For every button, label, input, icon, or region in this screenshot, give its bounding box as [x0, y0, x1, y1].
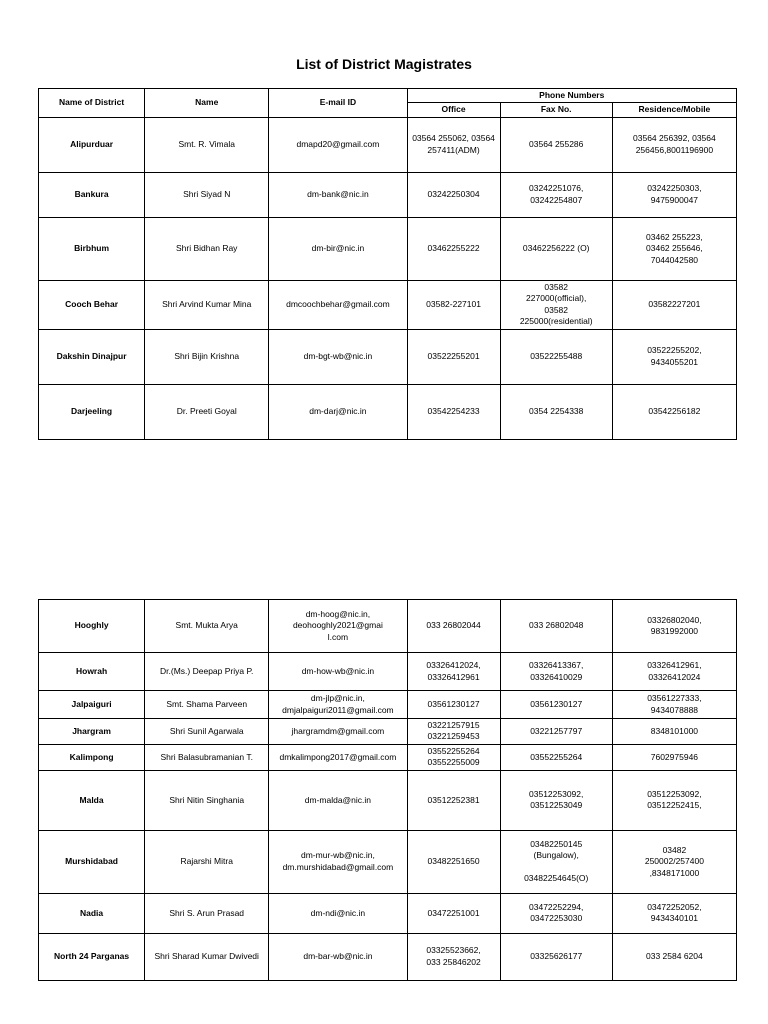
cell-district: Nadia [39, 893, 145, 933]
cell-fax: 03582 227000(official), 03582 225000(residential) [500, 280, 612, 329]
cell-email: dm-bank@nic.in [269, 172, 407, 217]
cell-residence: 03482 250002/257400 ,8348171000 [612, 830, 736, 893]
cell-office: 03482251650 [407, 830, 500, 893]
cell-name: Shri Balasubramanian T. [145, 744, 269, 770]
table-row [39, 770, 737, 830]
cell-office: 03221257915 03221259453 [407, 719, 500, 745]
cell-residence: 03561227333, 9434078888 [612, 691, 736, 719]
cell-office: 03564 255062, 03564 257411(ADM) [407, 117, 500, 172]
header-residence: Residence/Mobile [612, 103, 736, 117]
cell-district: Jhargram [39, 719, 145, 745]
table-row [39, 280, 737, 329]
cell-office: 03326412024, 03326412961 [407, 653, 500, 691]
cell-fax: 03482250145 (Bungalow), 03482254645(O) [500, 830, 612, 893]
cell-name: Shri Sunil Agarwala [145, 719, 269, 745]
cell-fax: 03325626177 [500, 933, 612, 980]
header-email: E-mail ID [269, 89, 407, 118]
cell-district: Jalpaiguri [39, 691, 145, 719]
cell-district: Dakshin Dinajpur [39, 329, 145, 384]
cell-office: 03582-227101 [407, 280, 500, 329]
cell-name: Shri Bidhan Ray [145, 217, 269, 280]
cell-fax: 03564 255286 [500, 117, 612, 172]
cell-name: Smt. Mukta Arya [145, 600, 269, 653]
cell-district: Kalimpong [39, 744, 145, 770]
cell-district: Howrah [39, 653, 145, 691]
cell-name: Smt. Shama Parveen [145, 691, 269, 719]
cell-office: 03472251001 [407, 893, 500, 933]
cell-residence: 03564 256392, 03564 256456,8001196900 [612, 117, 736, 172]
cell-residence: 7602975946 [612, 744, 736, 770]
cell-email: dm-hoog@nic.in, deohooghly2021@gmai l.com [269, 600, 407, 653]
cell-district: Bankura [39, 172, 145, 217]
cell-residence: 03242250303, 9475900047 [612, 172, 736, 217]
cell-name: Shri Nitin Singhania [145, 770, 269, 830]
table-row [39, 217, 737, 280]
table-row [39, 117, 737, 172]
cell-email: dmcoochbehar@gmail.com [269, 280, 407, 329]
cell-name: Shri Arvind Kumar Mina [145, 280, 269, 329]
cell-district: Alipurduar [39, 117, 145, 172]
cell-fax: 0354 2254338 [500, 384, 612, 439]
cell-email: dmapd20@gmail.com [269, 117, 407, 172]
cell-office: 033 26802044 [407, 600, 500, 653]
cell-district: Darjeeling [39, 384, 145, 439]
cell-office: 03561230127 [407, 691, 500, 719]
cell-residence: 033 2584 6204 [612, 933, 736, 980]
table-row [39, 719, 737, 745]
table-2-body [39, 600, 737, 981]
dm-table-1 [38, 88, 737, 440]
table-row [39, 600, 737, 653]
cell-fax: 03512253092, 03512253049 [500, 770, 612, 830]
cell-email: dm-jlp@nic.in, dmjalpaiguri2011@gmail.com [269, 691, 407, 719]
cell-office: 03542254233 [407, 384, 500, 439]
cell-email: dm-how-wb@nic.in [269, 653, 407, 691]
cell-district: Malda [39, 770, 145, 830]
cell-email: dm-malda@nic.in [269, 770, 407, 830]
header-phone-numbers: Phone Numbers [407, 89, 737, 103]
table-row [39, 172, 737, 217]
cell-email: jhargramdm@gmail.com [269, 719, 407, 745]
cell-office: 03462255222 [407, 217, 500, 280]
cell-email: dmkalimpong2017@gmail.com [269, 744, 407, 770]
cell-fax: 03472252294, 03472253030 [500, 893, 612, 933]
cell-residence: 03542256182 [612, 384, 736, 439]
cell-email: dm-mur-wb@nic.in, dm.murshidabad@gmail.com [269, 830, 407, 893]
cell-email: dm-bgt-wb@nic.in [269, 329, 407, 384]
cell-email: dm-ndi@nic.in [269, 893, 407, 933]
table-row [39, 384, 737, 439]
cell-residence: 8348101000 [612, 719, 736, 745]
cell-fax: 03552255264 [500, 744, 612, 770]
cell-office: 03522255201 [407, 329, 500, 384]
cell-name: Shri S. Arun Prasad [145, 893, 269, 933]
cell-fax: 03561230127 [500, 691, 612, 719]
table-row [39, 893, 737, 933]
cell-residence: 03522255202, 9434055201 [612, 329, 736, 384]
header-name: Name [145, 89, 269, 118]
cell-email: dm-bar-wb@nic.in [269, 933, 407, 980]
cell-office: 03242250304 [407, 172, 500, 217]
table-row [39, 933, 737, 980]
cell-district: North 24 Parganas [39, 933, 145, 980]
cell-email: dm-darj@nic.in [269, 384, 407, 439]
cell-office: 03512252381 [407, 770, 500, 830]
cell-fax: 03522255488 [500, 329, 612, 384]
header-district: Name of District [39, 89, 145, 118]
table-row [39, 691, 737, 719]
table-row [39, 830, 737, 893]
page-title: List of District Magistrates [296, 56, 472, 72]
cell-name: Shri Sharad Kumar Dwivedi [145, 933, 269, 980]
cell-residence: 03472252052, 9434340101 [612, 893, 736, 933]
cell-district: Cooch Behar [39, 280, 145, 329]
table-row [39, 329, 737, 384]
cell-fax: 03242251076, 03242254807 [500, 172, 612, 217]
table-row [39, 744, 737, 770]
cell-residence: 03512253092, 03512252415, [612, 770, 736, 830]
header-fax: Fax No. [500, 103, 612, 117]
cell-email: dm-bir@nic.in [269, 217, 407, 280]
cell-fax: 03462256222 (O) [500, 217, 612, 280]
cell-residence: 03326412961, 03326412024 [612, 653, 736, 691]
table-1-body [39, 117, 737, 439]
cell-residence: 03326802040, 9831992000 [612, 600, 736, 653]
cell-residence: 03462 255223, 03462 255646, 7044042580 [612, 217, 736, 280]
cell-office: 03552255264 03552255009 [407, 744, 500, 770]
cell-district: Birbhum [39, 217, 145, 280]
cell-name: Dr.(Ms.) Deepap Priya P. [145, 653, 269, 691]
cell-name: Rajarshi Mitra [145, 830, 269, 893]
cell-name: Smt. R. Vimala [145, 117, 269, 172]
cell-district: Hooghly [39, 600, 145, 653]
cell-name: Shri Bijin Krishna [145, 329, 269, 384]
cell-residence: 03582227201 [612, 280, 736, 329]
cell-fax: 033 26802048 [500, 600, 612, 653]
cell-fax: 03326413367, 03326410029 [500, 653, 612, 691]
cell-name: Shri Siyad N [145, 172, 269, 217]
dm-table-2 [38, 599, 737, 981]
cell-fax: 03221257797 [500, 719, 612, 745]
cell-district: Murshidabad [39, 830, 145, 893]
cell-office: 03325523662, 033 25846202 [407, 933, 500, 980]
table-row [39, 653, 737, 691]
header-office: Office [407, 103, 500, 117]
cell-name: Dr. Preeti Goyal [145, 384, 269, 439]
